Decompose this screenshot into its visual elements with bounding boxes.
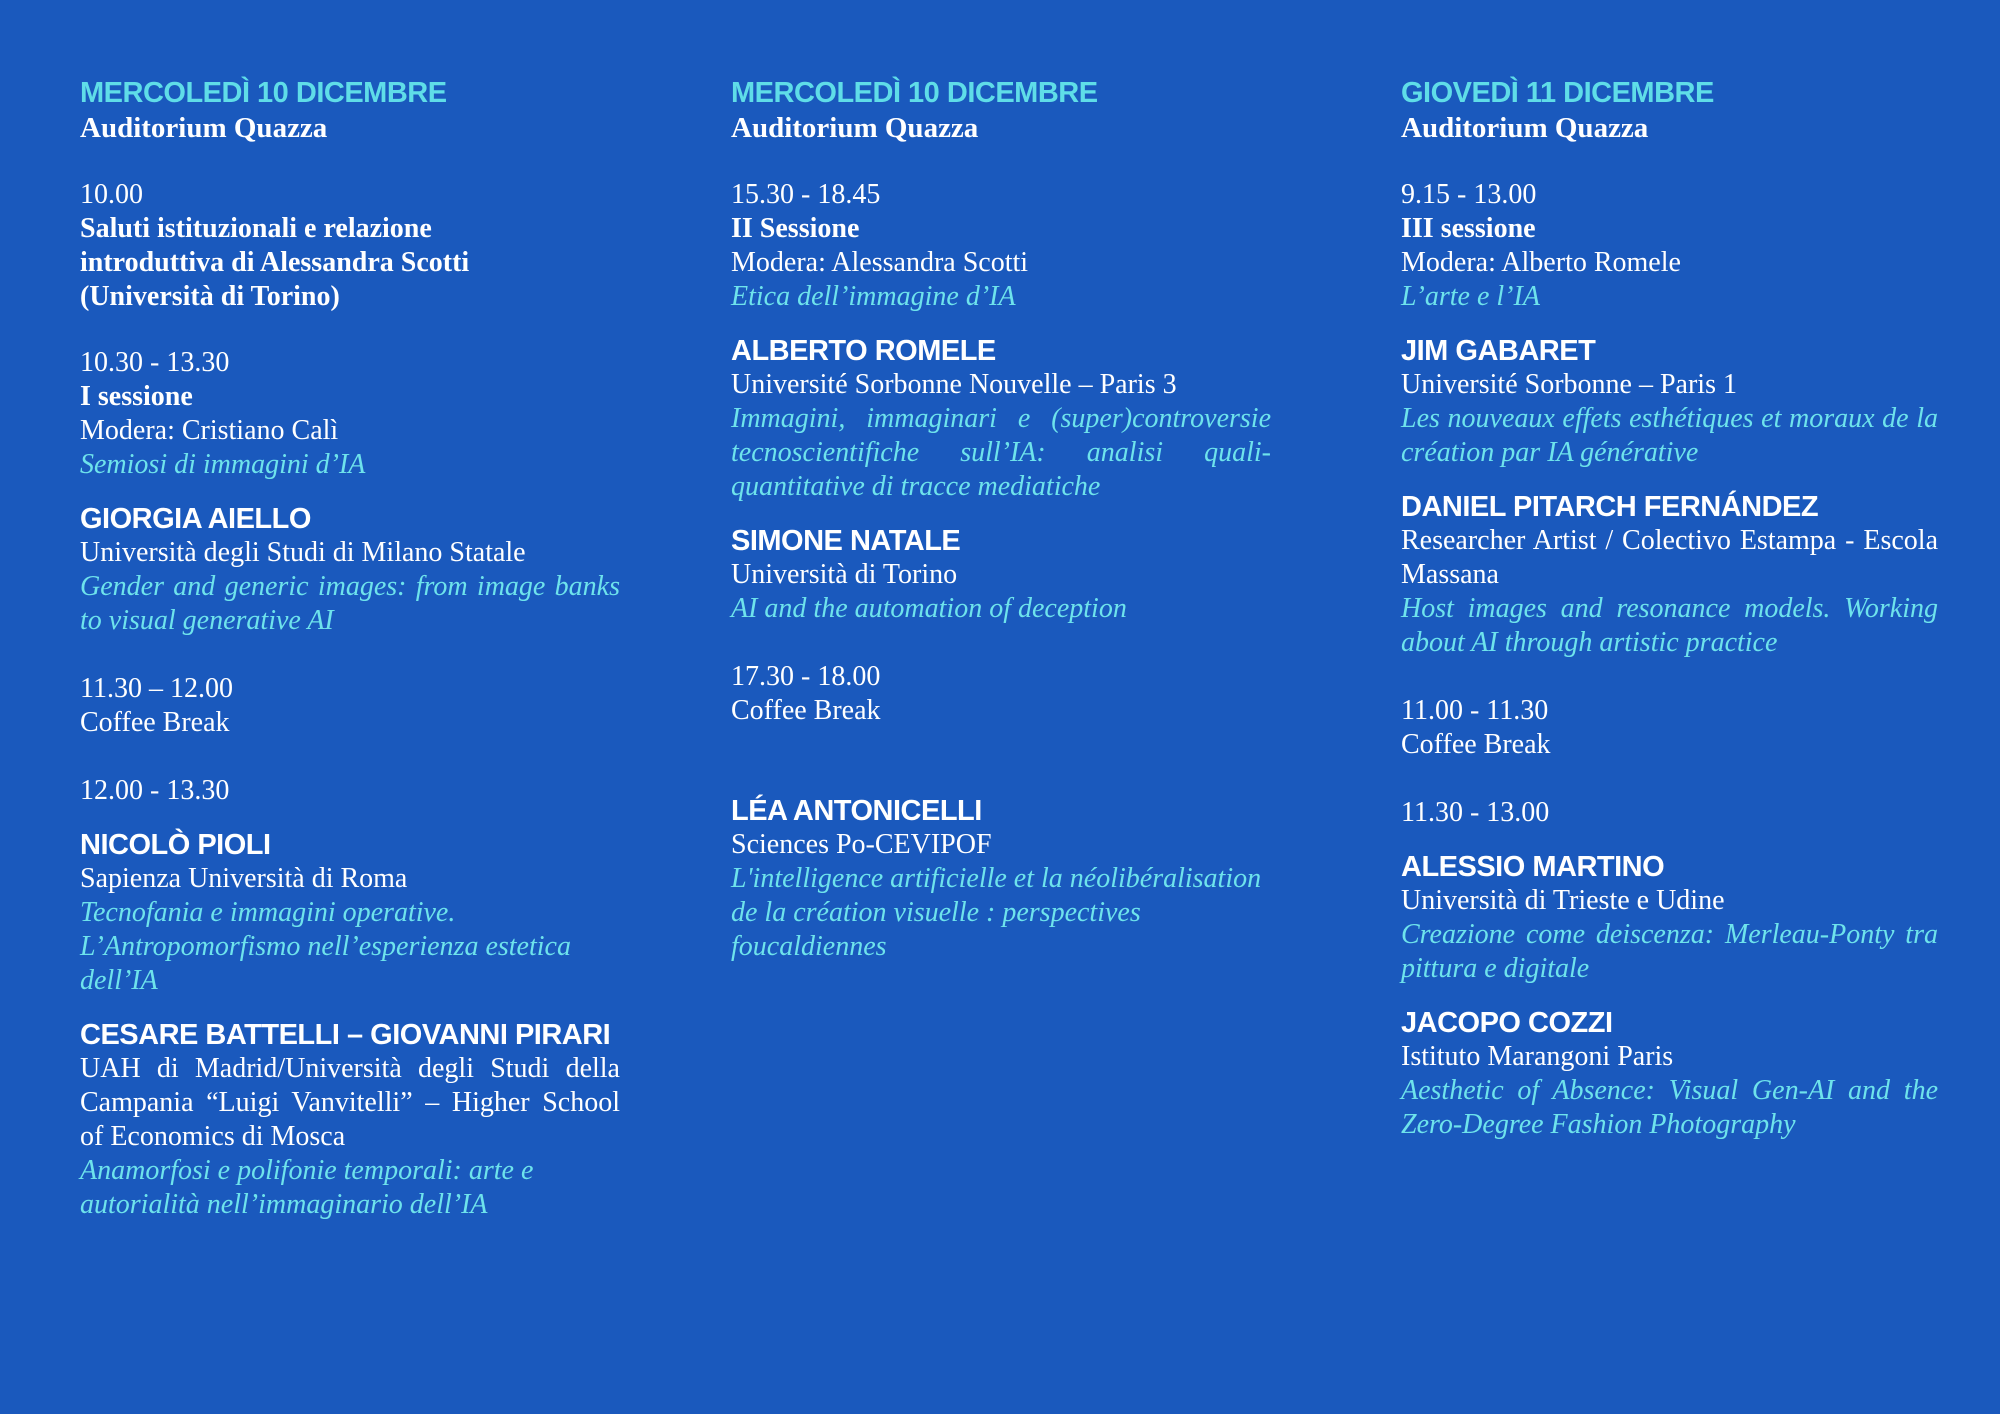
talk-title-line: L’Antropomorfismo nell’esperienza estetica dell’IA [80,931,571,996]
speaker-affiliation: Università degli Studi di Milano Statale [80,537,526,568]
session-title: I sessione [80,381,193,412]
speaker-affiliation: Sciences Po-CEVIPOF [731,829,992,860]
program-column-day1-afternoon [731,76,1271,964]
session-title: II Sessione [731,213,860,244]
session-theme: L’arte e l’IA [1401,281,1540,312]
break-time: 11.00 - 11.30 [1401,695,1549,726]
speaker-affiliation: Université Sorbonne – Paris 1 [1401,369,1737,400]
speaker-name: LÉA ANTONICELLI [731,795,982,827]
speaker-affiliation: Università di Torino [731,559,958,590]
session-theme: Semiosi di immagini d’IA [80,449,366,480]
talk-title: Aesthetic of Absence: Visual Gen-AI and the Zero-Degree Fashion Photography [1401,1075,1938,1140]
session-moderator: Modera: Alessandra Scotti [731,247,1029,278]
session-theme: Etica dell’immagine d’IA [731,281,1016,312]
speaker-affiliation: Université Sorbonne Nouvelle – Paris 3 [731,369,1177,400]
opening-title [80,212,620,314]
speaker-name: DANIEL PITARCH FERNÁNDEZ [1401,491,1819,523]
program-column-day1-morning [80,76,620,1222]
talk-title: Creazione come deiscenza: Merleau-Ponty tra pittura e digitale [1401,919,1938,984]
speaker-name: CESARE BATTELLI – GIOVANNI PIRARI [80,1019,611,1051]
venue: Auditorium Quazza [1401,112,1649,144]
speaker-affiliation: Sapienza Università di Roma [80,863,408,894]
talk-title: L'intelligence artificielle et la néolibéralisation de la création visuelle : perspectives foucaldiennes [731,863,1262,962]
program-column-day2 [1401,76,1938,1142]
talk-title: Anamorfosi e polifonie temporali: arte e autorialità nell’immaginario dell’IA [80,1155,534,1220]
session-title: III sessione [1401,213,1536,244]
break-time: 17.30 - 18.00 [731,661,881,692]
talk-title: Gender and generic images: from image banks to visual generative AI [80,571,620,636]
session-time: 10.30 - 13.30 [80,347,230,378]
opening-title-line: introduttiva di Alessandra Scotti [80,247,470,278]
venue: Auditorium Quazza [731,112,979,144]
speaker-name: JACOPO COZZI [1401,1007,1613,1039]
session-time: 11.30 - 13.00 [1401,797,1550,828]
opening-title-line: (Università di Torino) [80,281,340,312]
speaker-name: NICOLÒ PIOLI [80,829,271,861]
speaker-affiliation: Researcher Artist / Colectivo Estampa - Escola Massana [1401,525,1938,590]
opening-time: 10.00 [80,179,143,210]
speaker-affiliation: Istituto Marangoni Paris [1401,1041,1674,1072]
speaker-name: ALESSIO MARTINO [1401,851,1665,883]
break-label: Coffee Break [731,695,881,726]
talk-title: AI and the automation of deception [731,593,1127,624]
venue: Auditorium Quazza [80,112,328,144]
session-time: 9.15 - 13.00 [1401,179,1537,210]
talk-title: Host images and resonance models. Working about AI through artistic practice [1401,593,1938,658]
speaker-affiliation: Università di Trieste e Udine [1401,885,1725,916]
talk-title: Immagini, immaginari e (super)controversie tecnoscientifiche sull’IA: analisi quali-quantitative di tracce mediatiche [731,403,1271,502]
opening-title-line: Saluti istituzionali e relazione [80,213,432,244]
session-moderator: Modera: Cristiano Calì [80,415,339,446]
break-label: Coffee Break [1401,729,1551,760]
day-heading: MERCOLEDÌ 10 DICEMBRE [80,77,447,109]
day-heading: MERCOLEDÌ 10 DICEMBRE [731,77,1098,109]
speaker-name: ALBERTO ROMELE [731,335,996,367]
day-heading: GIOVEDÌ 11 DICEMBRE [1401,77,1714,109]
speaker-name: JIM GABARET [1401,335,1596,367]
speaker-name: SIMONE NATALE [731,525,961,557]
talk-title [80,896,620,998]
speaker-affiliation: UAH di Madrid/Università degli Studi della Campania “Luigi Vanvitelli” – Higher School of Economics di Mosca [80,1053,620,1152]
session-time: 12.00 - 13.30 [80,775,230,806]
speaker-name: GIORGIA AIELLO [80,503,311,535]
break-time: 11.30 – 12.00 [80,673,233,704]
session-time: 15.30 - 18.45 [731,179,881,210]
break-label: Coffee Break [80,707,230,738]
talk-title-line: Tecnofania e immagini operative. [80,897,456,928]
session-moderator: Modera: Alberto Romele [1401,247,1681,278]
talk-title: Les nouveaux effets esthétiques et moraux de la création par IA générative [1401,403,1938,468]
